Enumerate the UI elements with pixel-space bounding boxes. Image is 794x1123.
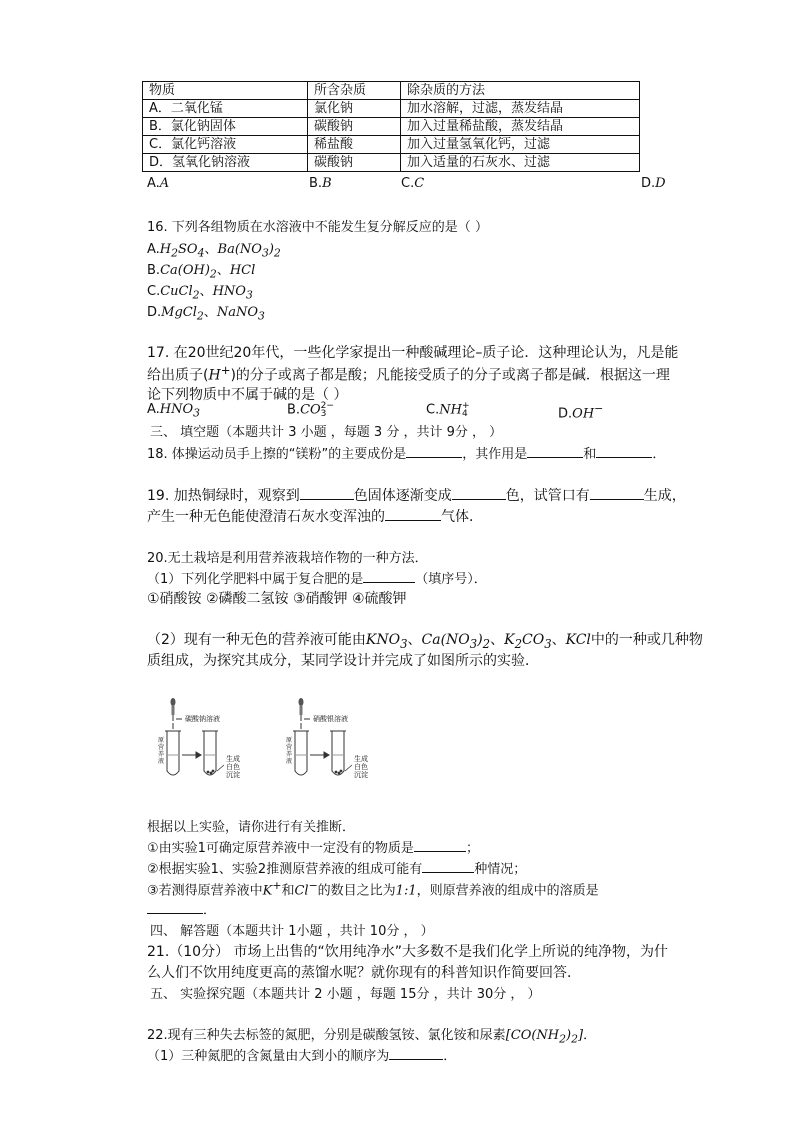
table-cell: B．氯化钠固体 bbox=[143, 118, 308, 136]
formula: $HNO_3$ bbox=[212, 284, 253, 302]
option-label: D. bbox=[641, 176, 656, 191]
formula: $H_2SO_4$ bbox=[159, 242, 205, 260]
option-value: D bbox=[655, 176, 666, 191]
table-header-cell: 物质 bbox=[143, 82, 308, 100]
q15-option-c[interactable] bbox=[401, 176, 424, 191]
q20-infer: 根据以上实验，请你进行有关推断． bbox=[147, 820, 356, 835]
q16-stem: 16. 下列各组物质在水溶液中不能发生复分解反应的是（ ） bbox=[147, 220, 488, 235]
answer-blank[interactable] bbox=[452, 487, 506, 500]
formula: NaNO$_3$ bbox=[216, 305, 265, 323]
table-cell: D．氢氧化钠溶液 bbox=[143, 154, 308, 172]
option-label: C. bbox=[147, 284, 161, 299]
q19-line1: 19. 加热铜绿时，观察到 色固体逐渐变成 色，试管口有 生成， bbox=[147, 488, 686, 504]
reagent-label: 硝酸银溶液 bbox=[313, 715, 348, 723]
answer-blank[interactable] bbox=[406, 445, 462, 458]
test-tube-icon bbox=[330, 731, 346, 775]
q16-option-d[interactable]: D.MgCl$_2$、NaNO$_3$ bbox=[147, 305, 265, 323]
answer-blank[interactable] bbox=[590, 487, 644, 500]
option-label: B. bbox=[147, 263, 161, 278]
table-cell: 加入过量氢氧化钙，过滤 bbox=[401, 136, 640, 154]
answer-blank[interactable] bbox=[527, 445, 583, 458]
answer-blank[interactable] bbox=[596, 445, 652, 458]
table-cell: 加水溶解，过滤，蒸发结晶 bbox=[401, 100, 640, 118]
answer-blank[interactable] bbox=[385, 508, 441, 521]
solution-label: 原 营 养 液 bbox=[158, 737, 165, 765]
option-label: B. bbox=[287, 402, 301, 418]
q19-line2: 产生一种无色能使澄清石灰水变浑浊的 气体． bbox=[147, 509, 483, 525]
table-row bbox=[143, 118, 640, 136]
option-label: C. bbox=[401, 176, 415, 191]
formula: $Ca(OH)_2$ bbox=[160, 263, 217, 281]
q17-option-c[interactable]: C.NH + 4 bbox=[426, 401, 470, 419]
formula: $K_2CO_3$ bbox=[504, 632, 552, 651]
option-value: C bbox=[414, 176, 425, 191]
formula: CuCl$_2$ bbox=[160, 284, 200, 302]
experiment-2-figure bbox=[288, 695, 378, 789]
table-header-cell: 除杂质的方法 bbox=[401, 82, 640, 100]
option-label: D. bbox=[558, 406, 573, 422]
formula: HCl bbox=[229, 263, 256, 278]
test-tube-icon bbox=[293, 731, 309, 775]
q16-option-b[interactable]: $B.Ca(OH)_2$、HCl bbox=[147, 263, 256, 281]
experiment-1-figure bbox=[160, 695, 250, 789]
solution-label: 原 营 养 液 bbox=[286, 737, 293, 765]
table-cell: 加入过量稀盐酸，蒸发结晶 bbox=[401, 118, 640, 136]
table-row bbox=[143, 136, 640, 154]
option-value: A bbox=[159, 176, 170, 191]
q16-option-c[interactable]: C.CuCl$_2$、$HNO_3$ bbox=[147, 284, 253, 302]
q22-stem: 22.现有三种失去标签的氮肥，分别是碳酸氢铵、氯化铵和尿素$[CO(NH_2)_2]$． bbox=[147, 1028, 597, 1046]
formula: KCl bbox=[565, 632, 591, 648]
q18: 18. 体操运动员手上擦的“镁粉”的主要成份是 ，其作用是 和 ． bbox=[147, 447, 666, 462]
section-3-heading: 三、 填空题（本题共计 3 小题 ，每题 3 分 ，共计 9分 ， ） bbox=[150, 425, 503, 440]
table-cell: A．二氧化锰 bbox=[143, 100, 308, 118]
q15-table bbox=[142, 81, 640, 172]
option-label: A. bbox=[147, 402, 160, 417]
formula: $Ba(NO_3)_2$ bbox=[217, 242, 281, 260]
table-cell: C．氯化钙溶液 bbox=[143, 136, 308, 154]
table-row bbox=[143, 154, 640, 172]
q16-option-a[interactable]: $A.H_2SO_4$、$Ba(NO_3)_2$ bbox=[147, 242, 281, 260]
answer-blank[interactable] bbox=[363, 570, 415, 583]
arrow-icon bbox=[310, 752, 329, 758]
formula: $Ca(NO_3)_2$ bbox=[421, 632, 491, 651]
section-5-heading: 五、 实验探究题（本题共计 2 小题 ，每题 15分 ，共计 30分 ， ） bbox=[150, 987, 541, 1002]
q20-stem: 20.无土栽培是利用营养液栽培作物的一种方法． bbox=[147, 551, 428, 566]
q15-option-d[interactable] bbox=[641, 176, 666, 191]
answer-blank[interactable] bbox=[389, 1047, 443, 1060]
option-label: A. bbox=[147, 242, 160, 257]
q20-infer-3: ③若测得原营养液中K+和Cl−的数目之比为1:1，则原营养液的组成中的溶质是 bbox=[147, 879, 599, 899]
q17-line2: 给出质子(H+)的分子或离子都是酸；凡能接受质子的分子或离子都是碱．根据这一理 bbox=[147, 363, 670, 384]
formula: HNO bbox=[159, 402, 194, 417]
test-tube-icon bbox=[165, 731, 181, 775]
section-4-heading: 四、 解答题（本题共计 1小题 ，共计 10分 ， ） bbox=[150, 924, 434, 939]
option-label: D. bbox=[147, 305, 162, 320]
q15-option-a[interactable] bbox=[147, 176, 169, 191]
formula: MgCl$_2$ bbox=[161, 305, 204, 323]
result-label: 生成 白色 沉淀 bbox=[354, 755, 368, 779]
table-cell: 稀盐酸 bbox=[308, 136, 401, 154]
option-label: C. bbox=[426, 402, 440, 418]
q21-line2: 么人们不饮用纯度更高的蒸馏水呢？就你现有的科普知识作简要回答． bbox=[147, 965, 581, 981]
table-cell: 氯化钠 bbox=[308, 100, 401, 118]
table-header-cell: 所含杂质 bbox=[308, 82, 401, 100]
formula: NH bbox=[439, 402, 462, 418]
answer-blank[interactable] bbox=[414, 839, 466, 852]
q17-option-b[interactable]: B.CO 2− 3 bbox=[287, 401, 334, 419]
q17-option-d[interactable]: D.OH− bbox=[558, 402, 604, 422]
option-label: B. bbox=[309, 176, 323, 191]
dropper-icon bbox=[171, 698, 183, 729]
q17-line1: 17. 在20世纪20年代，一些化学家提出一种酸碱理论–质子论．这种理论认为，凡是能 bbox=[147, 345, 679, 361]
formula: $[CO(NH_2)_2]$ bbox=[505, 1028, 584, 1046]
q21-line1: 21.（10分） 市场上出售的“饮用纯净水”大多数不是我们化学上所说的纯净物，为什 bbox=[147, 944, 669, 960]
q20-part1: （1）下列化学肥料中属于复合肥的是 （填序号）． bbox=[147, 572, 487, 587]
q20-infer-2: ②根据实验1、实验2推测原营养液的组成可能有 种情况； bbox=[147, 862, 527, 877]
reagent-label: 碳酸钠溶液 bbox=[185, 715, 220, 723]
test-tube-icon bbox=[202, 731, 218, 775]
option-value: B bbox=[322, 176, 332, 191]
result-label: 生成 白色 沉淀 bbox=[226, 755, 240, 779]
answer-blank[interactable] bbox=[422, 860, 474, 873]
formula: CO bbox=[300, 402, 321, 418]
q17-option-a[interactable]: $A.HNO_3$ bbox=[147, 402, 201, 420]
q20-part2-line2: 质组成，为探究其成分，某同学设计并完成了如图所示的实验． bbox=[147, 653, 539, 669]
q17-line3: 论下列物质中不属于碱的是（ ） bbox=[147, 387, 348, 403]
table-row bbox=[143, 100, 640, 118]
formula: OH bbox=[572, 406, 595, 422]
table-header-row bbox=[143, 82, 640, 100]
q15-option-b[interactable] bbox=[309, 176, 332, 191]
arrow-icon bbox=[182, 752, 201, 758]
q20-choices: ①硝酸铵 ②磷酸二氢铵 ③硝酸钾 ④硫酸钾 bbox=[147, 591, 407, 607]
q20-infer-1: ①由实验1可确定原营养液中一定没有的物质是 ； bbox=[147, 841, 479, 856]
answer-blank[interactable] bbox=[147, 901, 203, 914]
formula: $KNO_3$ bbox=[365, 632, 408, 651]
table-cell: 碳酸钠 bbox=[308, 154, 401, 172]
dropper-icon bbox=[299, 698, 311, 729]
q20-infer-3-cont: ． bbox=[147, 899, 216, 918]
option-label: A. bbox=[147, 176, 160, 191]
table-cell: 加入适量的石灰水、过滤 bbox=[401, 154, 640, 172]
q22-part1: （1）三种氮肥的含氮量由大到小的顺序为 ． bbox=[147, 1049, 457, 1064]
answer-blank[interactable] bbox=[300, 487, 354, 500]
table-cell: 碳酸钠 bbox=[308, 118, 401, 136]
q20-part2-line1: （2）现有一种无色的营养液可能由$KNO_3$、$Ca(NO_3)_2$、$K_2CO_3$、KCl中的一种或几种物 bbox=[147, 632, 703, 651]
